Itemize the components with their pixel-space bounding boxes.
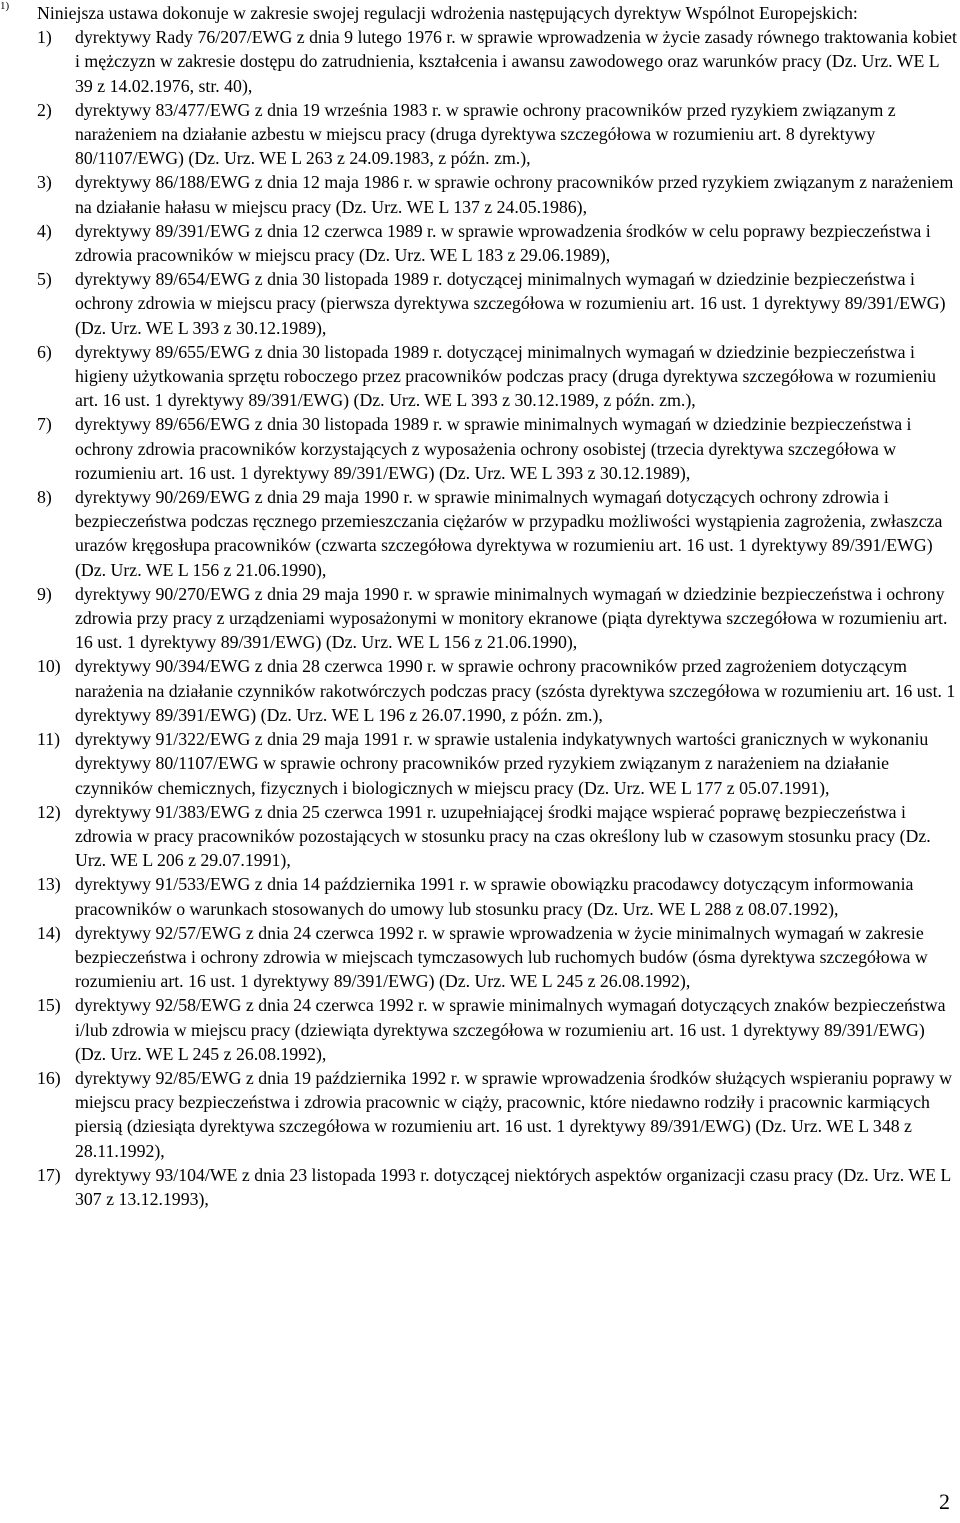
- footnote-marker: 1): [0, 0, 10, 12]
- list-item-number: 10): [37, 656, 61, 677]
- list-item-text: dyrektywy 83/477/EWG z dnia 19 września 1983 r. w sprawie ochrony pracowników przed ryzykiem związanym z narażeniem na działanie azbestu w miejscu pracy (druga dyrektywa szczegółowa w rozumieniu art. 8 dyrektywy 80/1107/EWG) (Dz. Urz. WE L 263 z 24.09.1983, z późn. zm.),: [75, 99, 896, 169]
- list-item-text: dyrektywy 90/394/EWG z dnia 28 czerwca 1990 r. w sprawie ochrony pracowników przed zagrożeniem dotyczącym narażenia na działanie czynników rakotwórczych podczas pracy (szósta dyrektywa szczegółowa w rozumieniu art. 16 ust. 1 dyrektywy 89/391/EWG) (Dz. Urz. WE L 196 z 26.07.1990, z późn. zm.),: [75, 656, 956, 725]
- list-item-number: 7): [37, 414, 52, 435]
- list-item: [37, 872, 957, 920]
- document-body: [37, 1, 957, 1211]
- list-item-number: 6): [37, 341, 52, 362]
- list-item: [37, 800, 957, 873]
- list-item-text: dyrektywy 91/322/EWG z dnia 29 maja 1991 r. w sprawie ustalenia indykatywnych wartości granicznych w wykonaniu dyrektywy 80/1107/EWG w sprawie ochrony pracowników przed ryzykiem związanym z narażeniem na działanie czynników chemicznych, fizycznych i biologicznych w miejscu pracy (Dz. Urz. WE L 177 z 05.07.1991),: [75, 729, 929, 798]
- directive-list: [37, 25, 957, 1211]
- list-item-number: 3): [37, 172, 52, 193]
- list-item-text: dyrektywy 90/270/EWG z dnia 29 maja 1990 r. w sprawie minimalnych wymagań w dziedzinie bezpieczeństwa i ochrony zdrowia przy pracy z urządzeniami wyposażonymi w monitory ekranowe (piąta dyrektywa szczegółowa w rozumieniu art. 16 ust. 1 dyrektywy 89/391/EWG) (Dz. Urz. WE L 156 z 21.06.1990),: [75, 583, 948, 653]
- list-item-number: 11): [37, 729, 61, 750]
- list-item-text: dyrektywy 89/654/EWG z dnia 30 listopada 1989 r. dotyczącej minimalnych wymagań w dziedzinie bezpieczeństwa i ochrony zdrowia w miejscu pracy (pierwsza dyrektywa szczegółowa w rozumieniu art. 16 ust. 1 dyrektywy 89/391/EWG) (Dz. Urz. WE L 393 z 30.12.1989),: [75, 269, 946, 338]
- list-item: [37, 25, 957, 98]
- list-item: [37, 98, 957, 171]
- list-item: [37, 582, 957, 655]
- list-item-number: 16): [37, 1067, 61, 1088]
- page-number: 2: [939, 1489, 950, 1514]
- list-item-text: dyrektywy 89/656/EWG z dnia 30 listopada 1989 r. w sprawie minimalnych wymagań w dziedzinie bezpieczeństwa i ochrony zdrowia pracowników korzystających z wyposażenia ochrony osobistej (trzecia dyrektywa szczegółowa w rozumieniu art. 16 ust. 1 dyrektywy 89/391/EWG) (Dz. Urz. WE L 393 z 30.12.1989),: [75, 414, 912, 483]
- list-item-text: dyrektywy 92/58/EWG z dnia 24 czerwca 1992 r. w sprawie minimalnych wymagań dotyczących znaków bezpieczeństwa i/lub zdrowia w miejscu pracy (dziewiąta dyrektywa szczegółowa w rozumieniu art. 16 ust. 1 dyrektywy 89/391/EWG) (Dz. Urz. WE L 245 z 26.08.1992),: [75, 995, 946, 1064]
- list-item-number: 17): [37, 1164, 61, 1185]
- list-item-number: 14): [37, 922, 61, 943]
- list-item-number: 8): [37, 487, 52, 508]
- list-item-number: 12): [37, 801, 61, 822]
- list-item-text: dyrektywy 91/533/EWG z dnia 14 października 1991 r. w sprawie obowiązku pracodawcy dotyczącym informowania pracowników o warunkach stosowanych do umowy lub stosunku pracy (Dz. Urz. WE L 288 z 08.07.1992),: [75, 874, 914, 919]
- list-item-number: 2): [37, 99, 52, 120]
- list-item: [37, 921, 957, 994]
- list-item: [37, 267, 957, 340]
- list-item-number: 1): [37, 27, 52, 48]
- intro-paragraph: Niniejsza ustawa dokonuje w zakresie swojej regulacji wdrożenia następujących dyrektyw Wspólnot Europejskich:: [37, 3, 858, 23]
- list-item: [37, 170, 957, 218]
- list-item-text: dyrektywy 89/655/EWG z dnia 30 listopada 1989 r. dotyczącej minimalnych wymagań w dziedzinie bezpieczeństwa i higieny użytkowania sprzętu roboczego przez pracowników podczas pracy (druga dyrektywa szczegółowa w rozumieniu art. 16 ust. 1 dyrektywy 89/391/EWG) (Dz. Urz. WE L 393 z 30.12.1989, z późn. zm.),: [75, 341, 937, 411]
- list-item-number: 9): [37, 583, 52, 604]
- list-item: [37, 727, 957, 800]
- list-item-text: dyrektywy 89/391/EWG z dnia 12 czerwca 1989 r. w sprawie wprowadzenia środków w celu poprawy bezpieczeństwa i zdrowia pracowników w miejscu pracy (Dz. Urz. WE L 183 z 29.06.1989),: [75, 220, 931, 266]
- list-item-text: dyrektywy 92/85/EWG z dnia 19 października 1992 r. w sprawie wprowadzenia środków służących wspieraniu poprawy w miejscu pracy bezpieczeństwa i zdrowia pracownic w ciąży, pracownic, które niedawno rodziły i pracownic karmiących piersią (dziesiąta dyrektywa szczegółowa w rozumieniu art. 16 ust. 1 dyrektywy 89/391/EWG) (Dz. Urz. WE L 348 z 28.11.1992),: [75, 1067, 952, 1161]
- list-item-text: dyrektywy 91/383/EWG z dnia 25 czerwca 1991 r. uzupełniającej środki mające wspierać poprawę bezpieczeństwa i zdrowia w pracy pracowników pozostających w stosunku pracy na czas określony lub w czasowym stosunku pracy (Dz. Urz. WE L 206 z 29.07.1991),: [75, 801, 931, 871]
- list-item: [37, 1163, 957, 1211]
- list-item-number: 15): [37, 995, 61, 1016]
- list-item: [37, 340, 957, 413]
- list-item-text: dyrektywy 93/104/WE z dnia 23 listopada 1993 r. dotyczącej niektórych aspektów organizacji czasu pracy (Dz. Urz. WE L 307 z 13.12.1993),: [75, 1164, 951, 1209]
- list-item-number: 4): [37, 220, 52, 241]
- list-item-number: 5): [37, 269, 52, 290]
- list-item: [37, 412, 957, 485]
- list-item-text: dyrektywy Rady 76/207/EWG z dnia 9 lutego 1976 r. w sprawie wprowadzenia w życie zasady równego traktowania kobiet i mężczyzn w zakresie dostępu do zatrudnienia, kształcenia i awansu zawodowego oraz warunków pracy (Dz. Urz. WE L 39 z 14.02.1976, str. 40),: [75, 27, 957, 96]
- list-item: [37, 654, 957, 727]
- list-item: [37, 219, 957, 267]
- list-item-text: dyrektywy 86/188/EWG z dnia 12 maja 1986 r. w sprawie ochrony pracowników przed ryzykiem związanym z narażeniem na działanie hałasu w miejscu pracy (Dz. Urz. WE L 137 z 24.05.1986),: [75, 172, 954, 217]
- list-item: [37, 485, 957, 582]
- list-item: [37, 993, 957, 1066]
- list-item-text: dyrektywy 92/57/EWG z dnia 24 czerwca 1992 r. w sprawie wprowadzenia w życie minimalnych wymagań w zakresie bezpieczeństwa i ochrony zdrowia w miejscach tymczasowych lub ruchomych budów (ósma dyrektywa szczegółowa w rozumieniu art. 16 ust. 1 dyrektywy 89/391/EWG) (Dz. Urz. WE L 245 z 26.08.1992),: [75, 922, 928, 992]
- list-item: [37, 1066, 957, 1163]
- list-item-number: 13): [37, 874, 61, 895]
- list-item-text: dyrektywy 90/269/EWG z dnia 29 maja 1990 r. w sprawie minimalnych wymagań dotyczących ochrony zdrowia i bezpieczeństwa podczas ręcznego przemieszczania ciężarów w przypadku możliwości wystąpienia zagrożenia, zwłaszcza urazów kręgosłupa pracowników (czwarta szczegółowa dyrektywa w rozumieniu art. 16 ust. 1 dyrektywy 89/391/EWG) (Dz. Urz. WE L 156 z 21.06.1990),: [75, 487, 943, 580]
